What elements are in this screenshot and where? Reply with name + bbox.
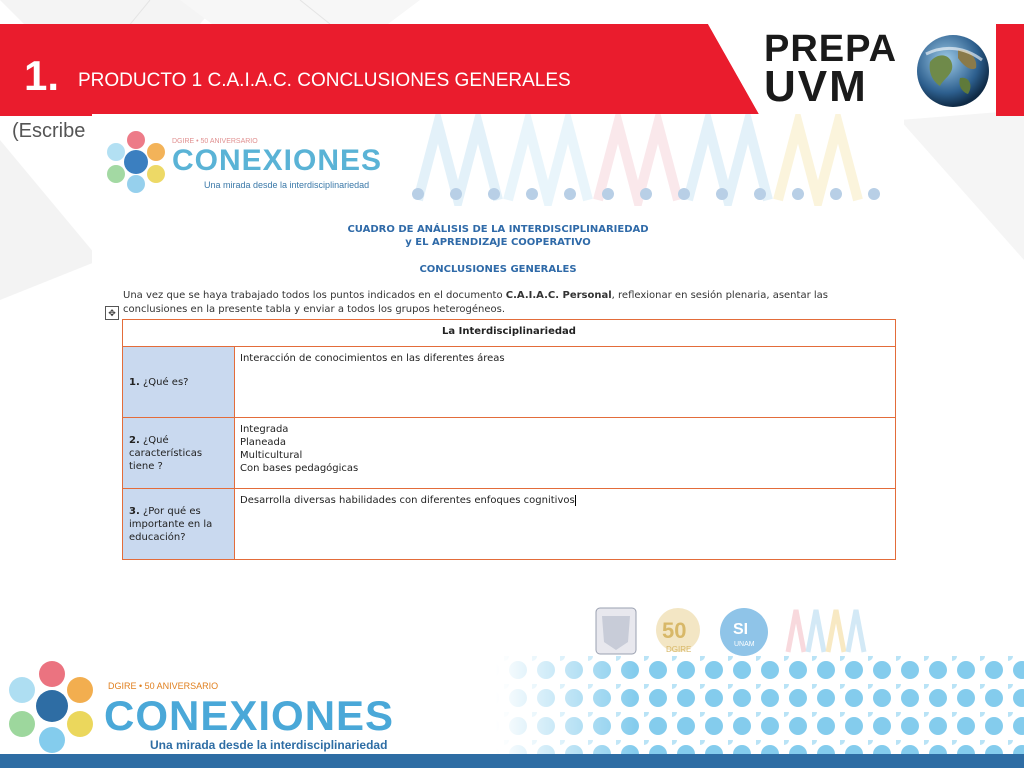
document-title-line1: CUADRO DE ANÁLISIS DE LA INTERDISCIPLINARIEDAD (347, 224, 649, 235)
unam-shield-icon (596, 608, 636, 654)
slide-number: 1. (24, 52, 60, 99)
section-heading: CONCLUSIONES GENERALES (419, 264, 577, 275)
table-row (123, 347, 896, 418)
answer-cell[interactable]: Desarrolla diversas habilidades con diferentes enfoques cognitivos (235, 489, 896, 560)
prepa-logo-text: PREPA (764, 28, 898, 70)
table-header: La Interdisciplinariedad (123, 320, 896, 347)
svg-text:UNAM: UNAM (734, 641, 755, 648)
conclusions-table (122, 319, 896, 560)
table-row (123, 489, 896, 560)
table-row (123, 418, 896, 489)
svg-text:SI: SI (733, 621, 749, 638)
question-cell: 2. ¿Qué características tiene ? (123, 418, 235, 489)
text-cursor (575, 495, 576, 506)
footer-subtitle: Una mirada desde la interdisciplinariedad (150, 738, 388, 752)
slide-title: PRODUCTO 1 C.A.I.A.C. CONCLUSIONES GENERALES (78, 70, 571, 91)
document-image (92, 114, 904, 584)
question-cell: 1. ¿Qué es? (123, 347, 235, 418)
globe-icon (916, 34, 990, 108)
si-unam-badge-icon (720, 608, 768, 656)
anniversary-50-icon (656, 608, 700, 654)
svg-text:DGIRE: DGIRE (666, 645, 692, 654)
table-move-handle-icon[interactable]: ✥ (105, 306, 119, 320)
footer-tag: DGIRE • 50 ANIVERSARIO (108, 681, 219, 691)
document-title-line2: y EL APRENDIZAJE COOPERATIVO (405, 237, 591, 248)
logo-subtitle: Una mirada desde la interdisciplinariedad (204, 180, 370, 190)
intro-paragraph: Una vez que se haya trabajado todos los puntos indicados en el documento C.A.I.A.C. Personal, reflexionar en sesión plenaria, asentar las conclusiones en la presente tabla y enviar a todos los grupos heterogéneos. (123, 290, 828, 315)
uvm-logo-text: UVM (764, 62, 868, 111)
instruction-note: (Escribe (12, 120, 86, 142)
answer-cell[interactable]: Integrada Planeada Multicultural Con bases pedagógicas (235, 418, 896, 489)
conexiones-logo-icon (96, 122, 176, 202)
footer-conexiones-logo-icon (9, 661, 93, 753)
footer-brand: CONEXIONES (104, 692, 395, 739)
svg-text:50: 50 (662, 618, 687, 643)
institutional-logos (592, 602, 882, 660)
answer-cell[interactable]: Interacción de conocimientos en las diferentes áreas (235, 347, 896, 418)
logo-text: CONEXIONES (172, 144, 383, 177)
stripes-icon (788, 610, 864, 652)
decorative-stripes (408, 114, 888, 206)
question-cell: 3. ¿Por qué es importante en la educación? (123, 489, 235, 560)
logo-tag: DGIRE • 50 ANIVERSARIO (172, 138, 258, 145)
